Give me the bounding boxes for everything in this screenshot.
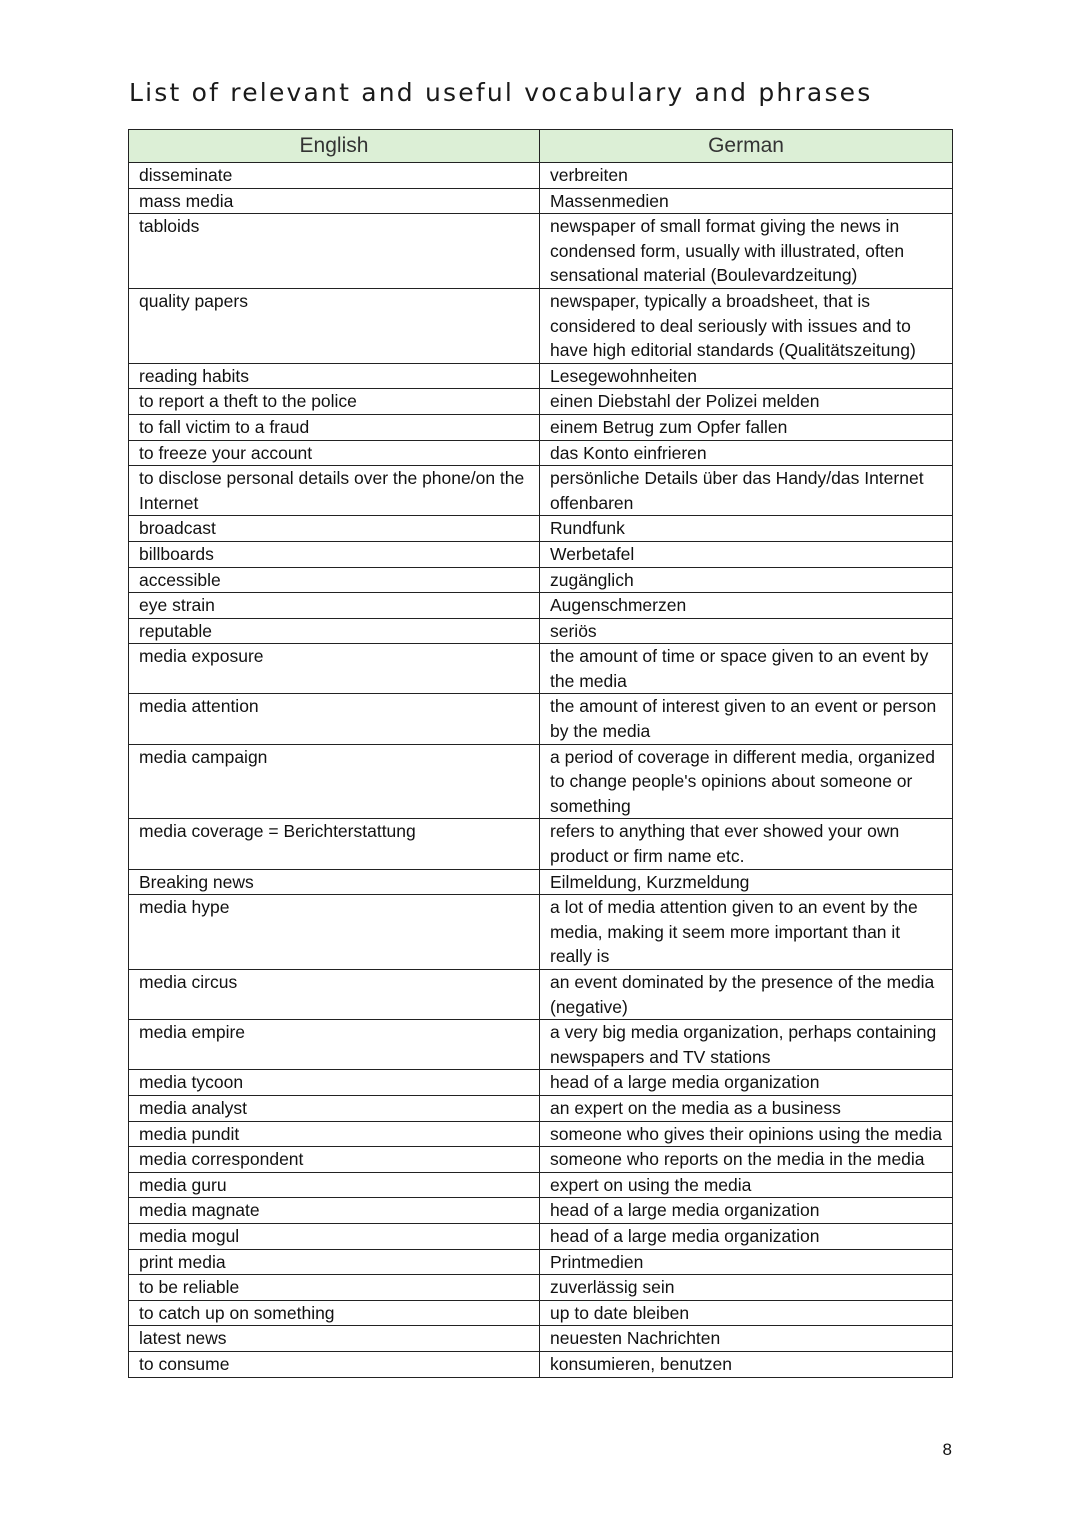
english-term: accessible	[129, 567, 540, 593]
header-english: English	[129, 130, 540, 163]
table-row	[129, 1275, 953, 1301]
german-translation: head of a large media organization	[540, 1198, 953, 1224]
table-row	[129, 744, 953, 819]
german-translation: Massenmedien	[540, 188, 953, 214]
table-row	[129, 1326, 953, 1352]
english-term: disseminate	[129, 163, 540, 189]
table-row	[129, 1121, 953, 1147]
german-translation: newspaper of small format giving the news in condensed form, usually with illustrated, often sensational material (Boulevardzeitung)	[540, 214, 953, 289]
english-term: latest news	[129, 1326, 540, 1352]
german-translation: a very big media organization, perhaps containing newspapers and TV stations	[540, 1020, 953, 1070]
german-translation: zugänglich	[540, 567, 953, 593]
table-row	[129, 1020, 953, 1070]
english-term: to be reliable	[129, 1275, 540, 1301]
english-term: media exposure	[129, 644, 540, 694]
german-translation: expert on using the media	[540, 1172, 953, 1198]
english-term: media pundit	[129, 1121, 540, 1147]
english-term: billboards	[129, 541, 540, 567]
table-row	[129, 363, 953, 389]
table-row	[129, 288, 953, 363]
german-translation: verbreiten	[540, 163, 953, 189]
table-row	[129, 567, 953, 593]
table-row	[129, 1095, 953, 1121]
table-row	[129, 440, 953, 466]
english-term: media mogul	[129, 1223, 540, 1249]
table-row	[129, 970, 953, 1020]
german-translation: newspaper, typically a broadsheet, that is considered to deal seriously with issues and to have high editorial standards (Qualitätszeitung)	[540, 288, 953, 363]
table-row	[129, 819, 953, 869]
table-row	[129, 1070, 953, 1096]
german-translation: konsumieren, benutzen	[540, 1351, 953, 1377]
english-term: eye strain	[129, 593, 540, 619]
german-translation: an expert on the media as a business	[540, 1095, 953, 1121]
english-term: print media	[129, 1249, 540, 1275]
table-row	[129, 1147, 953, 1173]
german-translation: persönliche Details über das Handy/das Internet offenbaren	[540, 466, 953, 516]
german-translation: neuesten Nachrichten	[540, 1326, 953, 1352]
table-row	[129, 163, 953, 189]
german-translation: Printmedien	[540, 1249, 953, 1275]
german-translation: zuverlässig sein	[540, 1275, 953, 1301]
english-term: to consume	[129, 1351, 540, 1377]
english-term: broadcast	[129, 516, 540, 542]
german-translation: someone who gives their opinions using the media	[540, 1121, 953, 1147]
english-term: media coverage = Berichterstattung	[129, 819, 540, 869]
english-term: to catch up on something	[129, 1300, 540, 1326]
english-term: media empire	[129, 1020, 540, 1070]
german-translation: Rundfunk	[540, 516, 953, 542]
german-translation: Eilmeldung, Kurzmeldung	[540, 869, 953, 895]
english-term: Breaking news	[129, 869, 540, 895]
english-term: media attention	[129, 694, 540, 744]
table-row	[129, 895, 953, 970]
table-row	[129, 466, 953, 516]
german-translation: das Konto einfrieren	[540, 440, 953, 466]
german-translation: einen Diebstahl der Polizei melden	[540, 389, 953, 415]
vocabulary-table	[128, 129, 953, 1378]
german-translation: a period of coverage in different media, organized to change people's opinions about someone or something	[540, 744, 953, 819]
english-term: media correspondent	[129, 1147, 540, 1173]
english-term: media tycoon	[129, 1070, 540, 1096]
table-row	[129, 1351, 953, 1377]
german-translation: head of a large media organization	[540, 1223, 953, 1249]
table-row	[129, 389, 953, 415]
table-row	[129, 1300, 953, 1326]
table-row	[129, 414, 953, 440]
english-term: media hype	[129, 895, 540, 970]
german-translation: Werbetafel	[540, 541, 953, 567]
table-row	[129, 1249, 953, 1275]
page-number: 8	[942, 1440, 952, 1459]
english-term: media circus	[129, 970, 540, 1020]
table-row	[129, 644, 953, 694]
english-term: reading habits	[129, 363, 540, 389]
german-translation: an event dominated by the presence of the media (negative)	[540, 970, 953, 1020]
table-row	[129, 1198, 953, 1224]
german-translation: Lesegewohnheiten	[540, 363, 953, 389]
table-header-row	[129, 130, 953, 163]
table-row	[129, 516, 953, 542]
table-row	[129, 618, 953, 644]
page-title: List of relevant and useful vocabulary and phrases	[129, 78, 873, 107]
english-term: media campaign	[129, 744, 540, 819]
english-term: media guru	[129, 1172, 540, 1198]
english-term: quality papers	[129, 288, 540, 363]
english-term: to report a theft to the police	[129, 389, 540, 415]
german-translation: up to date bleiben	[540, 1300, 953, 1326]
table-row	[129, 214, 953, 289]
english-term: to fall victim to a fraud	[129, 414, 540, 440]
german-translation: the amount of interest given to an event or person by the media	[540, 694, 953, 744]
header-german: German	[540, 130, 953, 163]
german-translation: someone who reports on the media in the media	[540, 1147, 953, 1173]
table-row	[129, 869, 953, 895]
english-term: reputable	[129, 618, 540, 644]
english-term: to freeze your account	[129, 440, 540, 466]
german-translation: seriös	[540, 618, 953, 644]
table-row	[129, 541, 953, 567]
table-row	[129, 694, 953, 744]
german-translation: Augenschmerzen	[540, 593, 953, 619]
table-row	[129, 1223, 953, 1249]
table-row	[129, 1172, 953, 1198]
english-term: tabloids	[129, 214, 540, 289]
english-term: media analyst	[129, 1095, 540, 1121]
table-body	[129, 163, 953, 1378]
english-term: media magnate	[129, 1198, 540, 1224]
table-row	[129, 593, 953, 619]
table-row	[129, 188, 953, 214]
german-translation: the amount of time or space given to an event by the media	[540, 644, 953, 694]
german-translation: a lot of media attention given to an event by the media, making it seem more important than it really is	[540, 895, 953, 970]
german-translation: refers to anything that ever showed your own product or firm name etc.	[540, 819, 953, 869]
german-translation: head of a large media organization	[540, 1070, 953, 1096]
english-term: to disclose personal details over the phone/on the Internet	[129, 466, 540, 516]
english-term: mass media	[129, 188, 540, 214]
german-translation: einem Betrug zum Opfer fallen	[540, 414, 953, 440]
